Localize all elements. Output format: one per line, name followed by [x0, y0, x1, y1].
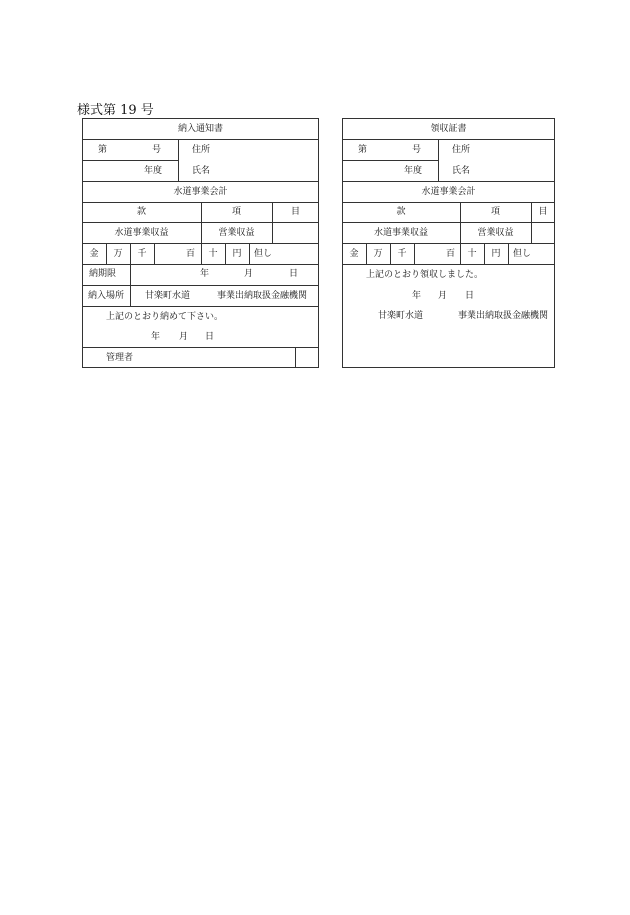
rule	[249, 243, 250, 264]
moku-header: 目	[290, 207, 300, 217]
rule	[342, 202, 555, 203]
rule	[342, 243, 555, 244]
rule	[178, 139, 179, 181]
deadline-label: 納期限	[89, 269, 117, 279]
rule	[82, 160, 178, 161]
deadline-day: 日	[289, 269, 299, 279]
deadline-year: 年	[200, 269, 210, 279]
receipt-month: 月	[438, 291, 448, 301]
rule	[130, 264, 131, 306]
request-month: 月	[179, 332, 189, 342]
money-kin: 金	[89, 249, 99, 259]
kan-header: 款	[396, 207, 406, 217]
name-label: 氏名	[452, 166, 471, 176]
kou-header: 項	[231, 207, 241, 217]
rule	[82, 306, 319, 307]
manager-label: 管理者	[106, 353, 134, 363]
money-hyaku: 百	[446, 249, 456, 259]
fiscal-year-label: 年度	[404, 166, 423, 176]
kou-header: 項	[490, 207, 500, 217]
account-name: 水道事業会計	[421, 187, 476, 197]
number-label-first: 第	[358, 145, 368, 155]
request-year: 年	[151, 332, 161, 342]
moku-header: 目	[538, 207, 548, 217]
rule	[82, 139, 319, 140]
receipt-year: 年	[412, 291, 422, 301]
money-tadashi: 但し	[513, 249, 532, 259]
rule	[82, 285, 319, 286]
request-day: 日	[205, 332, 215, 342]
number-label-second: 号	[412, 145, 422, 155]
name-label: 氏名	[192, 166, 211, 176]
payee-name: 甘楽町水道	[145, 291, 191, 301]
address-label: 住所	[452, 145, 471, 155]
kan-value: 水道事業収益	[373, 228, 428, 238]
account-name: 水道事業会計	[173, 187, 228, 197]
payee-name: 甘楽町水道	[378, 311, 424, 321]
kou-value: 営業収益	[218, 228, 255, 238]
rule	[154, 243, 155, 264]
money-tadashi: 但し	[254, 249, 273, 259]
rule	[82, 264, 319, 265]
form-number: 様式第 19 号	[77, 103, 154, 118]
money-kin: 金	[349, 249, 359, 259]
rule	[414, 243, 415, 264]
number-label-second: 号	[152, 145, 162, 155]
money-sen: 千	[137, 249, 147, 259]
number-label-first: 第	[98, 145, 108, 155]
money-en: 円	[232, 249, 242, 259]
rule	[342, 181, 555, 182]
rule	[342, 222, 555, 223]
notice-title: 納入通知書	[177, 124, 223, 134]
rule	[295, 347, 296, 368]
address-label: 住所	[192, 145, 211, 155]
rule	[508, 243, 509, 264]
money-sen: 千	[397, 249, 407, 259]
money-juu: 十	[467, 249, 477, 259]
money-juu: 十	[208, 249, 218, 259]
receipt-title: 領収証書	[430, 124, 467, 134]
receipt-day: 日	[465, 291, 475, 301]
deadline-month: 月	[244, 269, 254, 279]
financial-institution: 事業出納取扱金融機関	[217, 291, 308, 301]
kan-header: 款	[136, 207, 146, 217]
rule	[82, 347, 319, 348]
rule	[82, 181, 319, 182]
financial-institution: 事業出納取扱金融機関	[458, 311, 549, 321]
rule	[438, 139, 439, 181]
kou-value: 営業収益	[477, 228, 514, 238]
money-man: 万	[373, 249, 383, 259]
rule	[342, 264, 555, 265]
money-en: 円	[491, 249, 501, 259]
money-man: 万	[113, 249, 123, 259]
rule	[342, 139, 555, 140]
received-statement: 上記のとおり領収しました。	[366, 270, 484, 280]
fiscal-year-label: 年度	[144, 166, 163, 176]
payment-place-label: 納入場所	[88, 291, 125, 301]
payment-request: 上記のとおり納めて下さい。	[106, 312, 224, 322]
rule	[342, 160, 438, 161]
kan-value: 水道事業収益	[114, 228, 169, 238]
money-hyaku: 百	[186, 249, 196, 259]
